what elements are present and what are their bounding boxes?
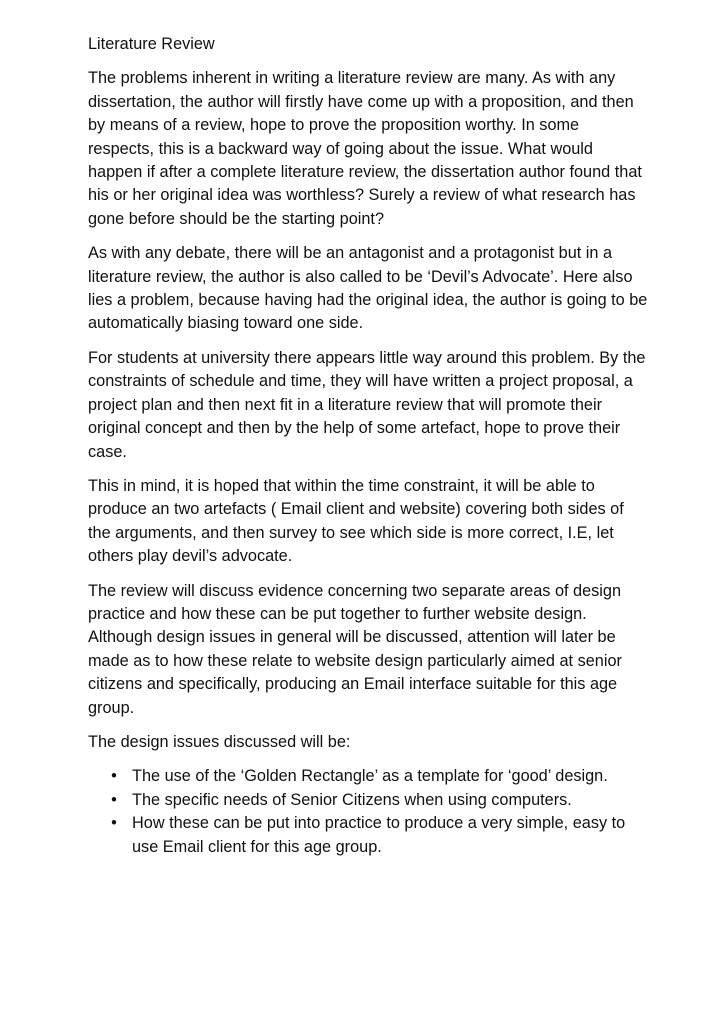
paragraph-students: For students at university there appears little way around this problem. By the constraints of schedule and time, they will have written a project proposal, a project plan and then next fit in a literature review that will promote their original concept and then by the help of some artefact, hope to prove their case. xyxy=(88,348,646,461)
bullet-icon: • xyxy=(111,767,117,786)
list-item-text: How these can be put into practice to produce a very simple, easy to use Email client for this age group. xyxy=(132,814,626,856)
paragraph-artefacts: This in mind, it is hoped that within the time constraint, it will be able to produce an two artefacts ( Email client and website) covering both sides of the arguments, and then survey to see which side is more correct, I.E, let others play devil’s advocate. xyxy=(88,476,624,566)
list-item-text: The specific needs of Senior Citizens when using computers. xyxy=(132,790,572,809)
list-item xyxy=(88,765,648,788)
paragraph-review-scope: The review will discuss evidence concerning two separate areas of design practice and how these can be put together to further website design. Although design issues in general will be discussed, attention will later be made as to how these relate to website design particularly aimed at senior citizens and specifically, producing an Email interface suitable for this age group. xyxy=(88,581,622,717)
paragraph-debate: As with any debate, there will be an antagonist and a protagonist but in a literature review, the author is also called to be ‘Devil’s Advocate’. Here also lies a problem, because having had the original idea, the author is going to be automatically biasing toward one side. xyxy=(88,244,648,333)
list-item-text: The use of the ‘Golden Rectangle’ as a template for ‘good’ design. xyxy=(132,767,608,786)
paragraph-issues-intro: The design issues discussed will be: xyxy=(88,732,351,751)
list-item xyxy=(88,812,648,859)
document-page xyxy=(88,33,648,859)
design-issues-list xyxy=(88,765,648,859)
bullet-icon: • xyxy=(111,790,117,809)
bullet-icon: • xyxy=(111,814,117,833)
document-title: Literature Review xyxy=(88,35,215,53)
list-item xyxy=(88,789,648,812)
paragraph-problems: The problems inherent in writing a literature review are many. As with any dissertation, the author will firstly have come up with a proposition, and then by means of a review, hope to prove the proposition worthy. In some respects, this is a backward way of going about the issue. What would happen if after a complete literature review, the dissertation author found that his or her original idea was worthless? Surely a review of what research has gone before should be the starting point? xyxy=(88,69,642,228)
